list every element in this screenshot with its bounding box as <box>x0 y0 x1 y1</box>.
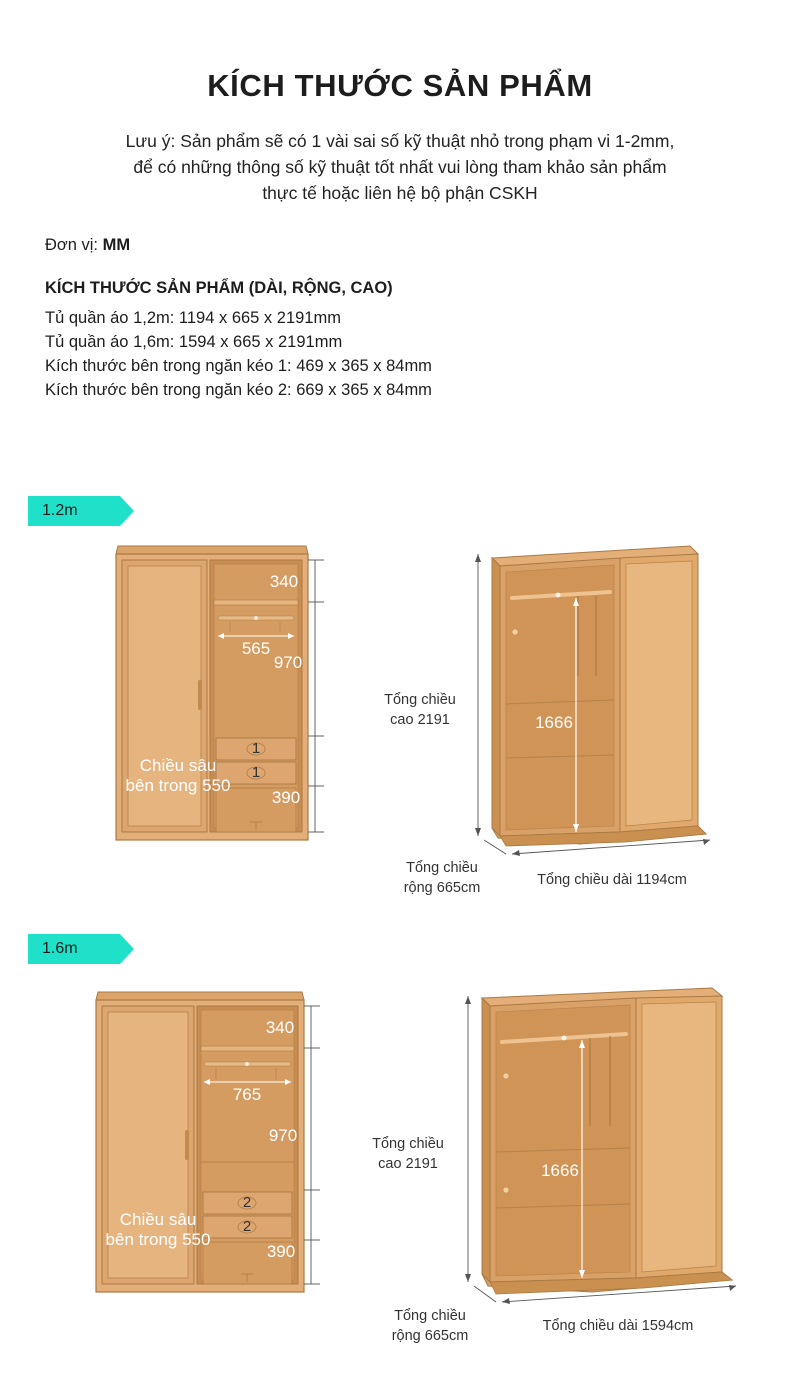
dim-total-height-line-2: cao 2191 <box>378 1156 438 1172</box>
dim-total-width-line-2: rộng 665cm <box>403 880 481 896</box>
dim-rail-width: 765 <box>232 1085 262 1104</box>
dim-total-length: Tổng chiều dài 1594cm <box>542 1318 694 1334</box>
dim-total-width-line-2: rộng 665cm <box>391 1328 469 1344</box>
dim-depth-line-1: Chiều sâu <box>119 1210 197 1229</box>
dim-total-length: Tổng chiều dài 1194cm <box>537 872 687 888</box>
dim-total-height-line-2: cao 2191 <box>390 712 450 728</box>
drawer-mark-2: 2 <box>242 1218 252 1235</box>
dim-top-height: 340 <box>269 572 299 591</box>
spec-line-3: Kích thước bên trong ngăn kéo 1: 469 x 365 x 84mm <box>45 357 432 375</box>
note-line-1: Lưu ý: Sản phẩm sẽ có 1 vài sai số kỹ thuật nhỏ trong phạm vi 1-2mm, <box>125 131 675 151</box>
technical-note <box>60 128 740 206</box>
section-tag-1-2m <box>28 496 120 526</box>
unit-value: MM <box>102 236 131 254</box>
section-tag-1-6m <box>28 934 120 964</box>
spec-list <box>45 306 800 402</box>
note-line-2: để có những thông số kỹ thuật tốt nhất vui lòng tham khảo sản phẩm <box>133 157 667 177</box>
product-dimensions-page <box>0 68 800 1378</box>
dim-mid-height: 970 <box>268 1126 298 1145</box>
dim-mid-height: 970 <box>273 653 303 672</box>
front-view-1-6m <box>90 984 340 1314</box>
unit-label: Đơn vị: <box>45 236 98 254</box>
note-line-3: thực tế hoặc liên hệ bộ phận CSKH <box>262 183 538 203</box>
front-view-1-2m <box>110 540 340 860</box>
dim-depth-line-2: bên trong 550 <box>125 776 231 795</box>
dim-total-height-line-1: Tổng chiều <box>384 692 456 708</box>
spec-heading: KÍCH THƯỚC SẢN PHẨM (DÀI, RỘNG, CAO) <box>45 279 393 297</box>
dim-total-width-line-1: Tổng chiều <box>406 860 478 876</box>
dim-total-height-line-1: Tổng chiều <box>372 1136 444 1152</box>
section-tag-label: 1.6m <box>42 940 78 957</box>
spec-line-1: Tủ quần áo 1,2m: 1194 x 665 x 2191mm <box>45 309 341 327</box>
section-tag-label: 1.2m <box>42 502 78 519</box>
dim-total-width-line-1: Tổng chiều <box>394 1308 466 1324</box>
dim-depth-line-2: bên trong 550 <box>105 1230 211 1249</box>
dim-bottom-height: 390 <box>271 788 301 807</box>
dim-rail-width: 565 <box>241 639 271 658</box>
perspective-view-1-2m <box>380 536 760 916</box>
spec-line-2: Tủ quần áo 1,6m: 1594 x 665 x 2191mm <box>45 333 343 351</box>
perspective-view-1-6m <box>360 976 760 1366</box>
page-title: KÍCH THƯỚC SẢN PHẨM <box>207 68 593 103</box>
dim-depth-line-1: Chiều sâu <box>139 756 217 775</box>
spec-line-4: Kích thước bên trong ngăn kéo 2: 669 x 365 x 84mm <box>45 381 432 399</box>
dim-bottom-height: 390 <box>266 1242 296 1261</box>
dim-top-height: 340 <box>265 1018 295 1037</box>
drawer-mark-1: 2 <box>242 1194 252 1211</box>
drawer-mark-1: 1 <box>251 740 261 757</box>
dim-inner-height: 1666 <box>535 713 573 732</box>
drawer-mark-2: 1 <box>251 764 261 781</box>
unit-row <box>45 236 800 255</box>
dim-inner-height: 1666 <box>541 1161 579 1180</box>
